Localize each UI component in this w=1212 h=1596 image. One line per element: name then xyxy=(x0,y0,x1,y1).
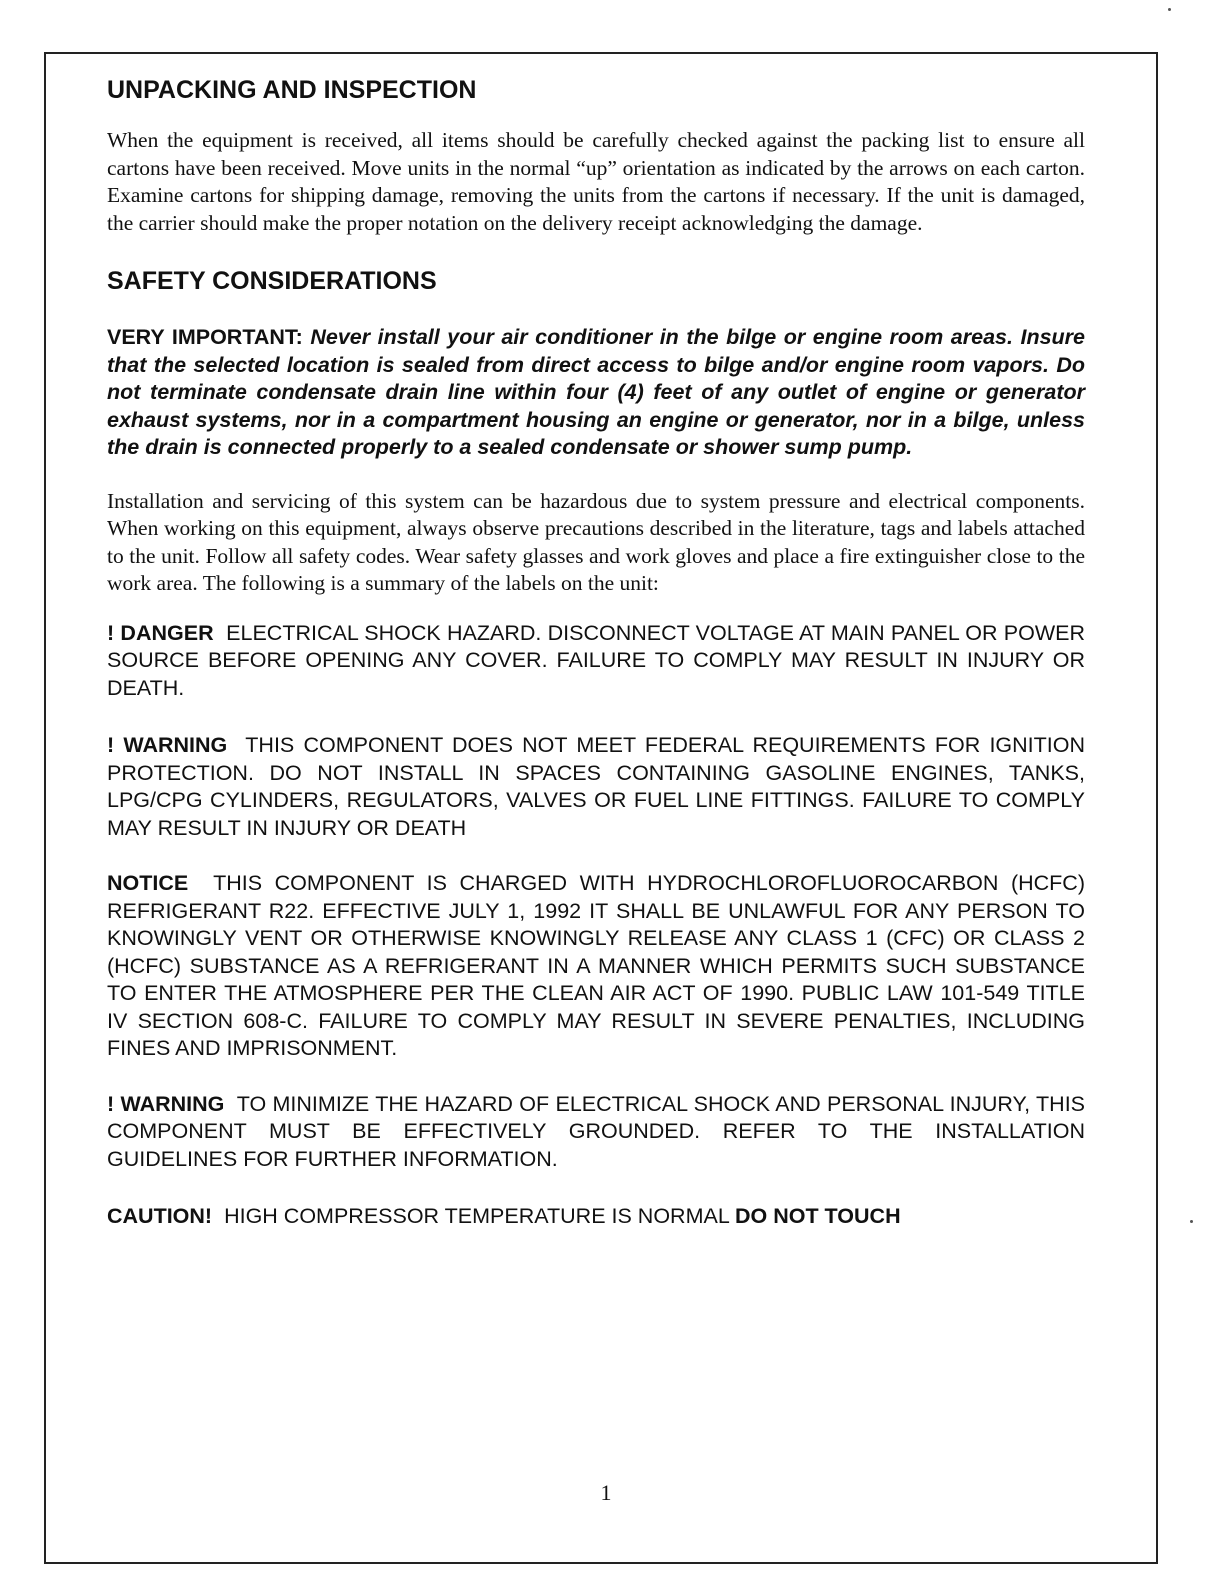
danger-tag: ! DANGER xyxy=(107,620,214,645)
warning-ignition-tag: ! WARNING xyxy=(107,733,228,757)
scan-speck xyxy=(1168,8,1171,11)
very-important-lead: VERY IMPORTANT: xyxy=(107,325,303,349)
label-warning-ground xyxy=(107,1091,1085,1174)
very-important-notice xyxy=(107,324,1085,462)
caution-text: HIGH COMPRESSOR TEMPERATURE IS NORMAL xyxy=(224,1204,729,1228)
document-body xyxy=(107,76,1085,1231)
danger-text: ELECTRICAL SHOCK HAZARD. DISCONNECT VOLTAGE AT MAIN PANEL OR POWER SOURCE BEFORE OPENING ANY COVER. FAILURE TO COMPLY MAY RESULT IN INJURY OR DEATH. xyxy=(107,620,1085,700)
label-danger xyxy=(107,620,1085,703)
paragraph-safety: Installation and servicing of this system can be hazardous due to system pressure and electrical components. When working on this equipment, always observe precautions described in the literature, tags and labels attached to the unit. Follow all safety codes. Wear safety glasses and work gloves and place a fire extinguisher close to the work area. The following is a summary of the labels on the unit: xyxy=(107,488,1085,595)
heading-safety: SAFETY CONSIDERATIONS xyxy=(107,267,437,295)
scan-speck xyxy=(1190,1220,1193,1223)
notice-tag: NOTICE xyxy=(107,871,189,895)
warning-ignition-text: THIS COMPONENT DOES NOT MEET FEDERAL REQUIREMENTS FOR IGNITION PROTECTION. DO NOT INSTALL IN SPACES CONTAINING GASOLINE ENGINES, TANKS, LPG/CPG CYLINDERS, REGULATORS, VALVES OR FUEL LINE FITTINGS. FAILURE TO COMPLY MAY RESULT IN INJURY OR DEATH xyxy=(107,733,1085,840)
caution-tag: CAUTION! xyxy=(107,1204,213,1228)
label-caution xyxy=(107,1203,1085,1231)
caution-emphasis: DO NOT TOUCH xyxy=(734,1204,901,1228)
very-important-body: Never install your air conditioner in the bilge or engine room areas. Insure that the selected location is sealed from direct access to bilge and/or engine room vapors. Do not terminate condensate drain line within four (4) feet of any outlet of engine or generator exhaust systems, nor in a compartment housing an engine or generator, nor in a bilge, unless the drain is connected properly to a sealed condensate or shower sump pump. xyxy=(107,325,1085,459)
notice-text: THIS COMPONENT IS CHARGED WITH HYDROCHLOROFLUOROCARBON (HCFC) REFRIGERANT R22. EFFECTIVE JULY 1, 1992 IT SHALL BE UNLAWFUL FOR ANY PERSON TO KNOWINGLY VENT OR OTHERWISE KNOWINGLY RELEASE ANY CLASS 1 (CFC) OR CLASS 2 (HCFC) SUBSTANCE AS A REFRIGERANT IN A MANNER WHICH PERMITS SUCH SUBSTANCE TO ENTER THE ATMOSPHERE PER THE CLEAN AIR ACT OF 1990. PUBLIC LAW 101-549 TITLE IV SECTION 608-C. FAILURE TO COMPLY MAY RESULT IN SEVERE PENALTIES, INCLUDING FINES AND IMPRISONMENT. xyxy=(107,871,1085,1060)
label-notice xyxy=(107,870,1085,1063)
warning-ground-tag: ! WARNING xyxy=(107,1091,225,1116)
page-number: 1 xyxy=(600,1480,612,1505)
heading-unpacking: UNPACKING AND INSPECTION xyxy=(107,76,477,104)
paragraph-unpacking: When the equipment is received, all items should be carefully checked against the packing list to ensure all cartons have been received. Move units in the normal “up” orientation as indicated by the arrows on each carton. Examine cartons for shipping damage, removing the units from the cartons if necessary. If the unit is damaged, the carrier should make the proper notation on the delivery receipt acknowledging the damage. xyxy=(107,128,1085,235)
warning-ground-text: TO MINIMIZE THE HAZARD OF ELECTRICAL SHOCK AND PERSONAL INJURY, THIS COMPONENT MUST BE EFFECTIVELY GROUNDED. REFER TO THE INSTALLATION GUIDELINES FOR FURTHER INFORMATION. xyxy=(107,1091,1086,1171)
label-warning-ignition xyxy=(107,732,1085,842)
